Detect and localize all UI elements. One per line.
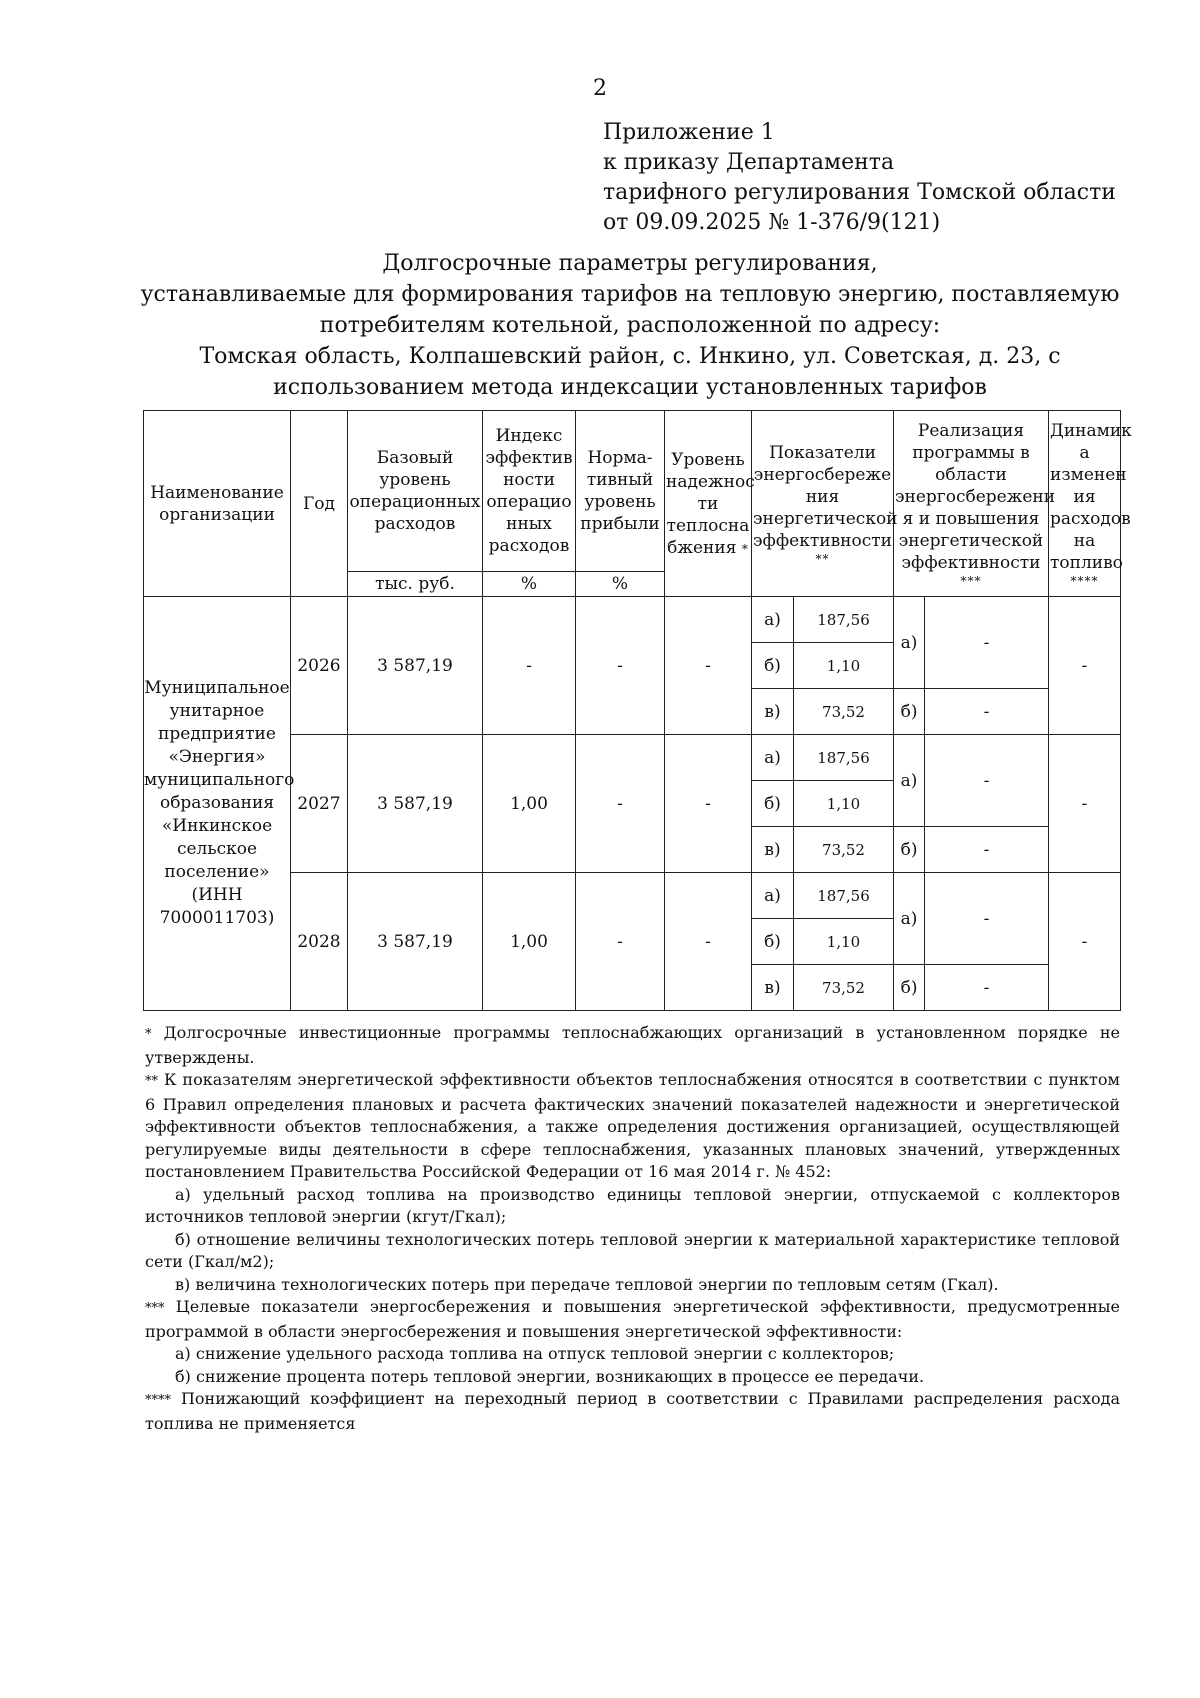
header-reliability-text: Уровень надежнос ти теплосна бжения: [666, 449, 755, 558]
cell-energy-value: 73,52: [794, 965, 894, 1011]
footnote-3: [145, 1296, 1120, 1343]
footnote-4-mark: ****: [145, 1393, 171, 1408]
cell-energy-label: б): [752, 919, 794, 965]
unit-base: тыс. руб.: [348, 572, 483, 597]
appendix-line-1: Приложение 1: [603, 120, 775, 145]
page-number: 2: [593, 76, 607, 101]
footnote-4: [145, 1388, 1120, 1435]
cell-efficiency-index: -: [483, 597, 576, 735]
header-year: Год: [291, 411, 348, 597]
cell-profit-level: -: [576, 873, 665, 1011]
header-org: Наименование организации: [144, 411, 291, 597]
cell-program-label: б): [894, 827, 925, 873]
appendix-line-2: к приказу Департамента: [603, 150, 895, 175]
cell-program-value: -: [925, 689, 1049, 735]
header-reliability: [665, 411, 755, 597]
title-line-3: потребителям котельной, расположенной по адресу:: [319, 313, 941, 338]
cell-energy-value: 1,10: [794, 919, 894, 965]
cell-program-label: б): [894, 965, 925, 1011]
footnote-2-text: К показателям энергетической эффективности объектов теплоснабжения относятся в соответствии с пунктом 6 Правил определения плановых и расчета фактических значений показателей надежности и энергетической эффективности объектов теплоснабжения, а также определения достижения организацией, осуществляющей регулируемые виды деятельности в сфере теплоснабжения, указанных плановых значений, утвержденных постановлением Правительства Российской Федерации от 16 мая 2014 г. № 452:: [145, 1070, 1120, 1181]
appendix-line-3: тарифного регулирования Томской области: [603, 180, 1116, 205]
cell-fuel-dynamics: -: [1049, 597, 1121, 735]
document-title: [140, 248, 1120, 403]
cell-program-label: б): [894, 689, 925, 735]
cell-energy-value: 1,10: [794, 643, 894, 689]
cell-efficiency-index: 1,00: [483, 735, 576, 873]
organization-name: Муниципальное унитарное предприятие «Энергия» муниципального образования «Инкинское сельское поселение» (ИНН 7000011703): [144, 597, 291, 1011]
cell-fuel-dynamics: -: [1049, 873, 1121, 1011]
header-energy-mark: **: [815, 551, 830, 566]
cell-energy-value: 187,56: [794, 597, 894, 643]
footnote-3b: б) снижение процента потерь тепловой энергии, возникающих в процессе ее передачи.: [175, 1366, 925, 1386]
cell-energy-label: в): [752, 689, 794, 735]
cell-fuel-dynamics: -: [1049, 735, 1121, 873]
cell-energy-label: а): [752, 735, 794, 781]
header-program-text: Реализация программы в области энергосбережени я и повышения энергетической эффективности: [895, 420, 1056, 573]
header-program: [894, 411, 1056, 597]
cell-energy-value: 1,10: [794, 781, 894, 827]
header-energy-text: Показатели энергосбереже ния энергетической эффективности: [753, 442, 898, 551]
cell-program-value: -: [925, 597, 1049, 689]
cell-energy-label: в): [752, 827, 794, 873]
cell-program-label: а): [894, 735, 925, 827]
appendix-line-4: от 09.09.2025 № 1-376/9(121): [603, 210, 941, 235]
cell-reliability: -: [665, 735, 752, 873]
footnote-2a: а) удельный расход топлива на производство единицы тепловой энергии, отпускаемой с коллекторов источников тепловой энергии (кгут/Гкал);: [145, 1184, 1120, 1226]
title-line-2: устанавливаемые для формирования тарифов на тепловую энергию, поставляемую: [140, 282, 1120, 307]
header-base: Базовый уровень операционных расходов: [348, 411, 483, 572]
cell-profit-level: -: [576, 597, 665, 735]
cell-base-cost: 3 587,19: [348, 597, 483, 735]
footnote-2-mark: **: [145, 1074, 158, 1089]
footnote-3-text: Целевые показатели энергосбережения и повышения энергетической эффективности, предусмотренные программой в области энергосбережения и повышения энергетической эффективности:: [145, 1297, 1120, 1341]
cell-energy-value: 187,56: [794, 735, 894, 781]
footnote-3-mark: ***: [145, 1301, 165, 1316]
cell-energy-label: в): [752, 965, 794, 1011]
cell-profit-level: -: [576, 735, 665, 873]
footnote-3a: а) снижение удельного расхода топлива на отпуск тепловой энергии с коллекторов;: [175, 1344, 895, 1363]
footnote-2c: в) величина технологических потерь при передаче тепловой энергии по тепловым сетям (Гкал).: [175, 1274, 999, 1294]
footnote-1-text: Долгосрочные инвестиционные программы теплоснабжающих организаций в установленном порядке не утверждены.: [145, 1023, 1120, 1067]
header-program-mark: ***: [960, 573, 982, 588]
cell-energy-label: б): [752, 781, 794, 827]
table-row: [144, 597, 1121, 643]
cell-program-value: -: [925, 965, 1049, 1011]
footnote-4-text: Понижающий коэффициент на переходный период в соответствии с Правилами распределения расхода топлива не применяется: [145, 1389, 1120, 1433]
cell-program-label: а): [894, 873, 925, 965]
footnote-1: [145, 1022, 1120, 1069]
title-line-4: Томская область, Колпашевский район, с. Инкино, ул. Советская, д. 23, с: [199, 344, 1061, 369]
footnote-1-mark: *: [145, 1027, 152, 1042]
cell-energy-label: а): [752, 597, 794, 643]
footnote-2: [145, 1069, 1120, 1184]
cell-energy-value: 73,52: [794, 827, 894, 873]
cell-year: 2026: [291, 597, 348, 735]
cell-energy-label: б): [752, 643, 794, 689]
cell-energy-value: 73,52: [794, 689, 894, 735]
footnotes: [145, 1022, 1120, 1435]
header-fuel-mark: ****: [1070, 573, 1099, 588]
cell-energy-label: а): [752, 873, 794, 919]
cell-program-label: а): [894, 597, 925, 689]
cell-year: 2027: [291, 735, 348, 873]
header-reliability-mark: *: [741, 541, 749, 556]
regulation-parameters-table: [143, 410, 1132, 1011]
cell-base-cost: 3 587,19: [348, 735, 483, 873]
header-fuel-text: Динамик а изменен ия расходов на топливо: [1050, 420, 1132, 573]
title-line-5: использованием метода индексации установленных тарифов: [273, 375, 987, 400]
cell-base-cost: 3 587,19: [348, 873, 483, 1011]
cell-program-value: -: [925, 827, 1049, 873]
cell-energy-value: 187,56: [794, 873, 894, 919]
header-fuel: [1049, 411, 1132, 597]
header-profit: Норма- тивный уровень прибыли: [576, 411, 665, 572]
cell-year: 2028: [291, 873, 348, 1011]
cell-program-value: -: [925, 735, 1049, 827]
unit-profit: %: [576, 572, 665, 597]
title-line-1: Долгосрочные параметры регулирования,: [382, 251, 878, 276]
table-body: [144, 597, 1121, 1011]
table-row: [144, 873, 1121, 919]
cell-reliability: -: [665, 873, 752, 1011]
appendix-header: [603, 118, 1116, 238]
cell-program-value: -: [925, 873, 1049, 965]
footnote-2b: б) отношение величины технологических потерь тепловой энергии к материальной характеристике тепловой сети (Гкал/м2);: [145, 1229, 1120, 1271]
header-index: Индекс эффектив ности операцио нных расходов: [483, 411, 576, 572]
unit-index: %: [483, 572, 576, 597]
header-energy: [752, 411, 898, 597]
cell-efficiency-index: 1,00: [483, 873, 576, 1011]
cell-reliability: -: [665, 597, 752, 735]
